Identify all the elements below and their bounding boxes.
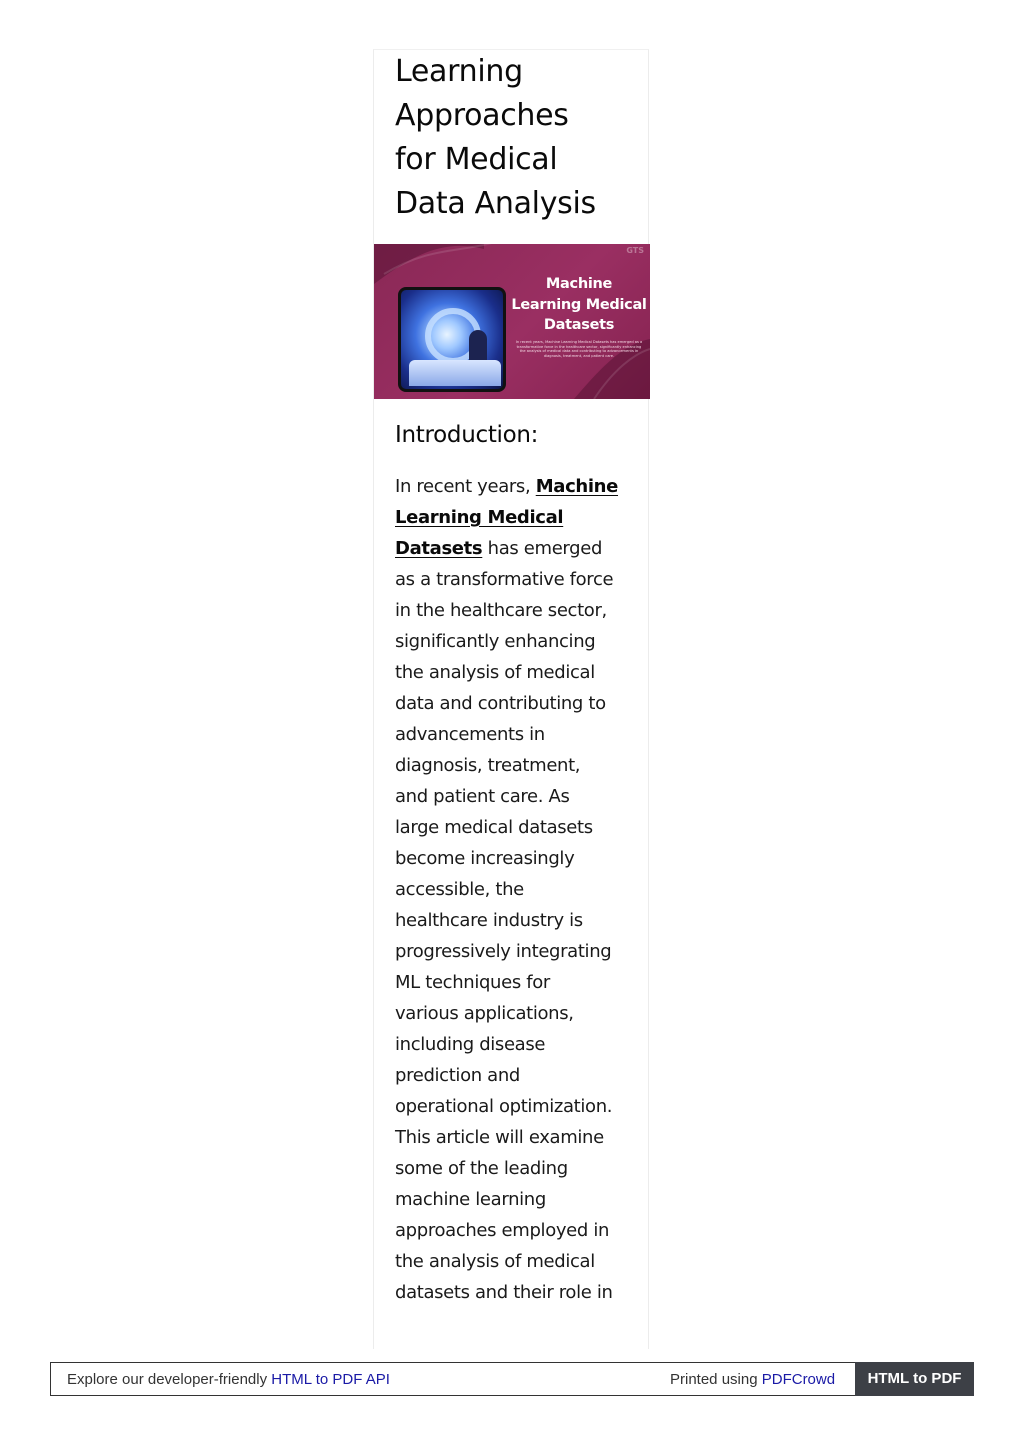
banner-heading-line: Learning Medical	[511, 296, 647, 313]
html-to-pdf-button[interactable]: HTML to PDF	[855, 1362, 974, 1396]
article-column	[373, 49, 649, 1349]
banner-heading-line: Machine	[545, 276, 613, 292]
footer-explore-label: Explore our developer-friendly	[67, 1371, 272, 1388]
banner-heading-line: Datasets	[543, 317, 615, 333]
intro-line: operational optimization.	[395, 1096, 613, 1117]
banner-logo: GTS	[626, 246, 644, 255]
intro-line: healthcare industry is	[395, 910, 583, 931]
intro-line: data and contributing to	[395, 693, 606, 714]
intro-line: the analysis of medical	[395, 662, 595, 683]
article-title-line: Learning	[395, 54, 523, 89]
intro-line: accessible, the	[395, 879, 524, 900]
machine-learning-datasets-link[interactable]: Machine	[535, 476, 619, 497]
intro-line: datasets and their role in	[395, 1282, 613, 1303]
pdfcrowd-link[interactable]: PDFCrowd	[761, 1371, 836, 1388]
intro-line: become increasingly	[395, 848, 575, 869]
intro-line	[395, 502, 635, 533]
intro-line: diagnosis, treatment,	[395, 755, 581, 776]
pdfcrowd-footer-bar	[50, 1362, 974, 1396]
article-title-line: for Medical	[395, 142, 558, 177]
intro-line: the analysis of medical	[395, 1251, 595, 1272]
footer-explore-text	[67, 1371, 390, 1388]
machine-learning-datasets-link[interactable]: Learning Medical	[395, 507, 564, 528]
intro-line: as a transformative force	[395, 569, 614, 590]
intro-line: large medical datasets	[395, 817, 593, 838]
hero-banner-image	[374, 244, 650, 399]
intro-line: This article will examine	[395, 1127, 604, 1148]
footer-printed-text	[670, 1371, 835, 1388]
scanner-bed-shape	[409, 360, 501, 386]
html-to-pdf-api-link[interactable]: HTML to PDF API	[271, 1371, 390, 1388]
mri-scanner-photo	[398, 287, 506, 392]
intro-line	[395, 471, 635, 502]
article-title-line: Approaches	[395, 98, 569, 133]
section-heading-introduction: Introduction:	[395, 422, 539, 448]
intro-line: some of the leading	[395, 1158, 568, 1179]
patient-figure-shape	[469, 330, 487, 364]
intro-line: in the healthcare sector,	[395, 600, 607, 621]
intro-paragraph	[395, 471, 635, 1308]
article-title	[395, 50, 635, 226]
intro-line: various applications,	[395, 1003, 574, 1024]
intro-line: approaches employed in	[395, 1220, 610, 1241]
intro-after-link-text: has emerged	[482, 538, 603, 559]
intro-line: including disease	[395, 1034, 546, 1055]
banner-caption: In recent years, Machine Learning Medical Datasets has emerged as a transformative force in the healthcare sector, significantly enhancing the analysis of medical data and contributing to advancements in diagnosis, treatment, and patient care.	[515, 340, 643, 358]
intro-line	[395, 533, 635, 564]
intro-line: ML techniques for	[395, 972, 550, 993]
intro-lead-text: In recent years,	[395, 476, 536, 497]
intro-line: significantly enhancing	[395, 631, 596, 652]
intro-line: and patient care. As	[395, 786, 570, 807]
intro-line: advancements in	[395, 724, 545, 745]
intro-line: machine learning	[395, 1189, 546, 1210]
banner-heading	[508, 274, 650, 336]
intro-line: progressively integrating	[395, 941, 612, 962]
intro-line: prediction and	[395, 1065, 520, 1086]
footer-printed-label: Printed using	[670, 1371, 762, 1388]
article-title-line: Data Analysis	[395, 186, 596, 221]
machine-learning-datasets-link[interactable]: Datasets	[395, 538, 483, 559]
